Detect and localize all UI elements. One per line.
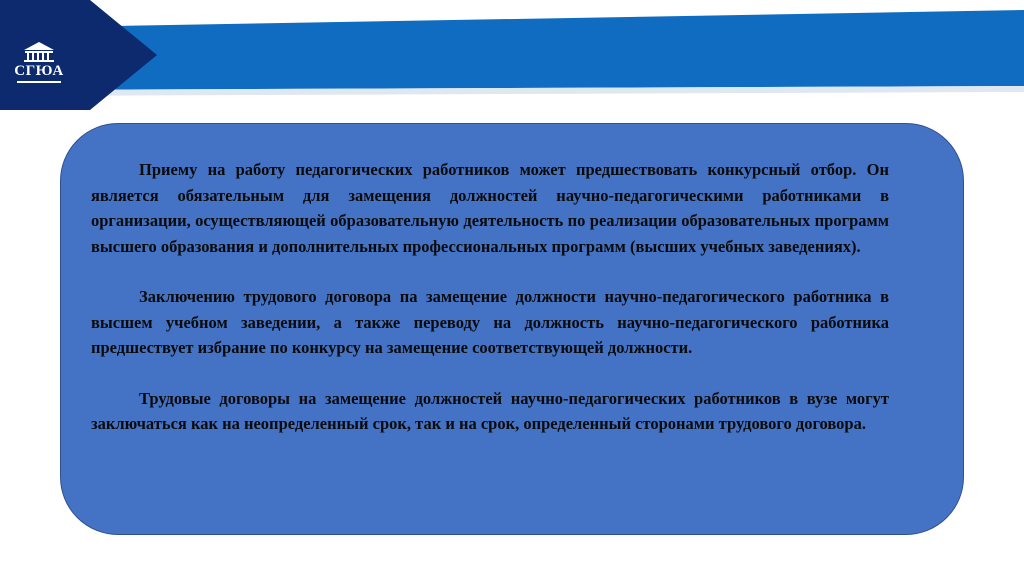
logo-badge [0, 0, 160, 110]
logo-text: СГЮА [14, 63, 64, 79]
paragraph-1: Приему на работу педагогических работников может предшествовать конкурсный отбор. Он является обязательным для замещения должностей научно-педагогическими работниками в организации, осуществляющей образовательную деятельность по реализации образовательных программ высшего образования и дополнительных профессиональных программ (высших учебных заведениях). [91, 160, 889, 256]
logo [0, 0, 160, 110]
paragraph-2: Заключению трудового договора па замещение должности научно-педагогического работника в высшем учебном заведении, а также переводу на должность научно-педагогического работника предшествует избрание по конкурсу на замещение соответствующей должности. [91, 287, 889, 357]
content-panel [60, 123, 964, 535]
paragraph-3: Трудовые договоры на замещение должностей научно-педагогических работников в вузе могут заключаться как на неопределенный срок, так и на срок, определенный сторонами трудового договора. [91, 388, 889, 433]
logo-underline [17, 81, 61, 83]
